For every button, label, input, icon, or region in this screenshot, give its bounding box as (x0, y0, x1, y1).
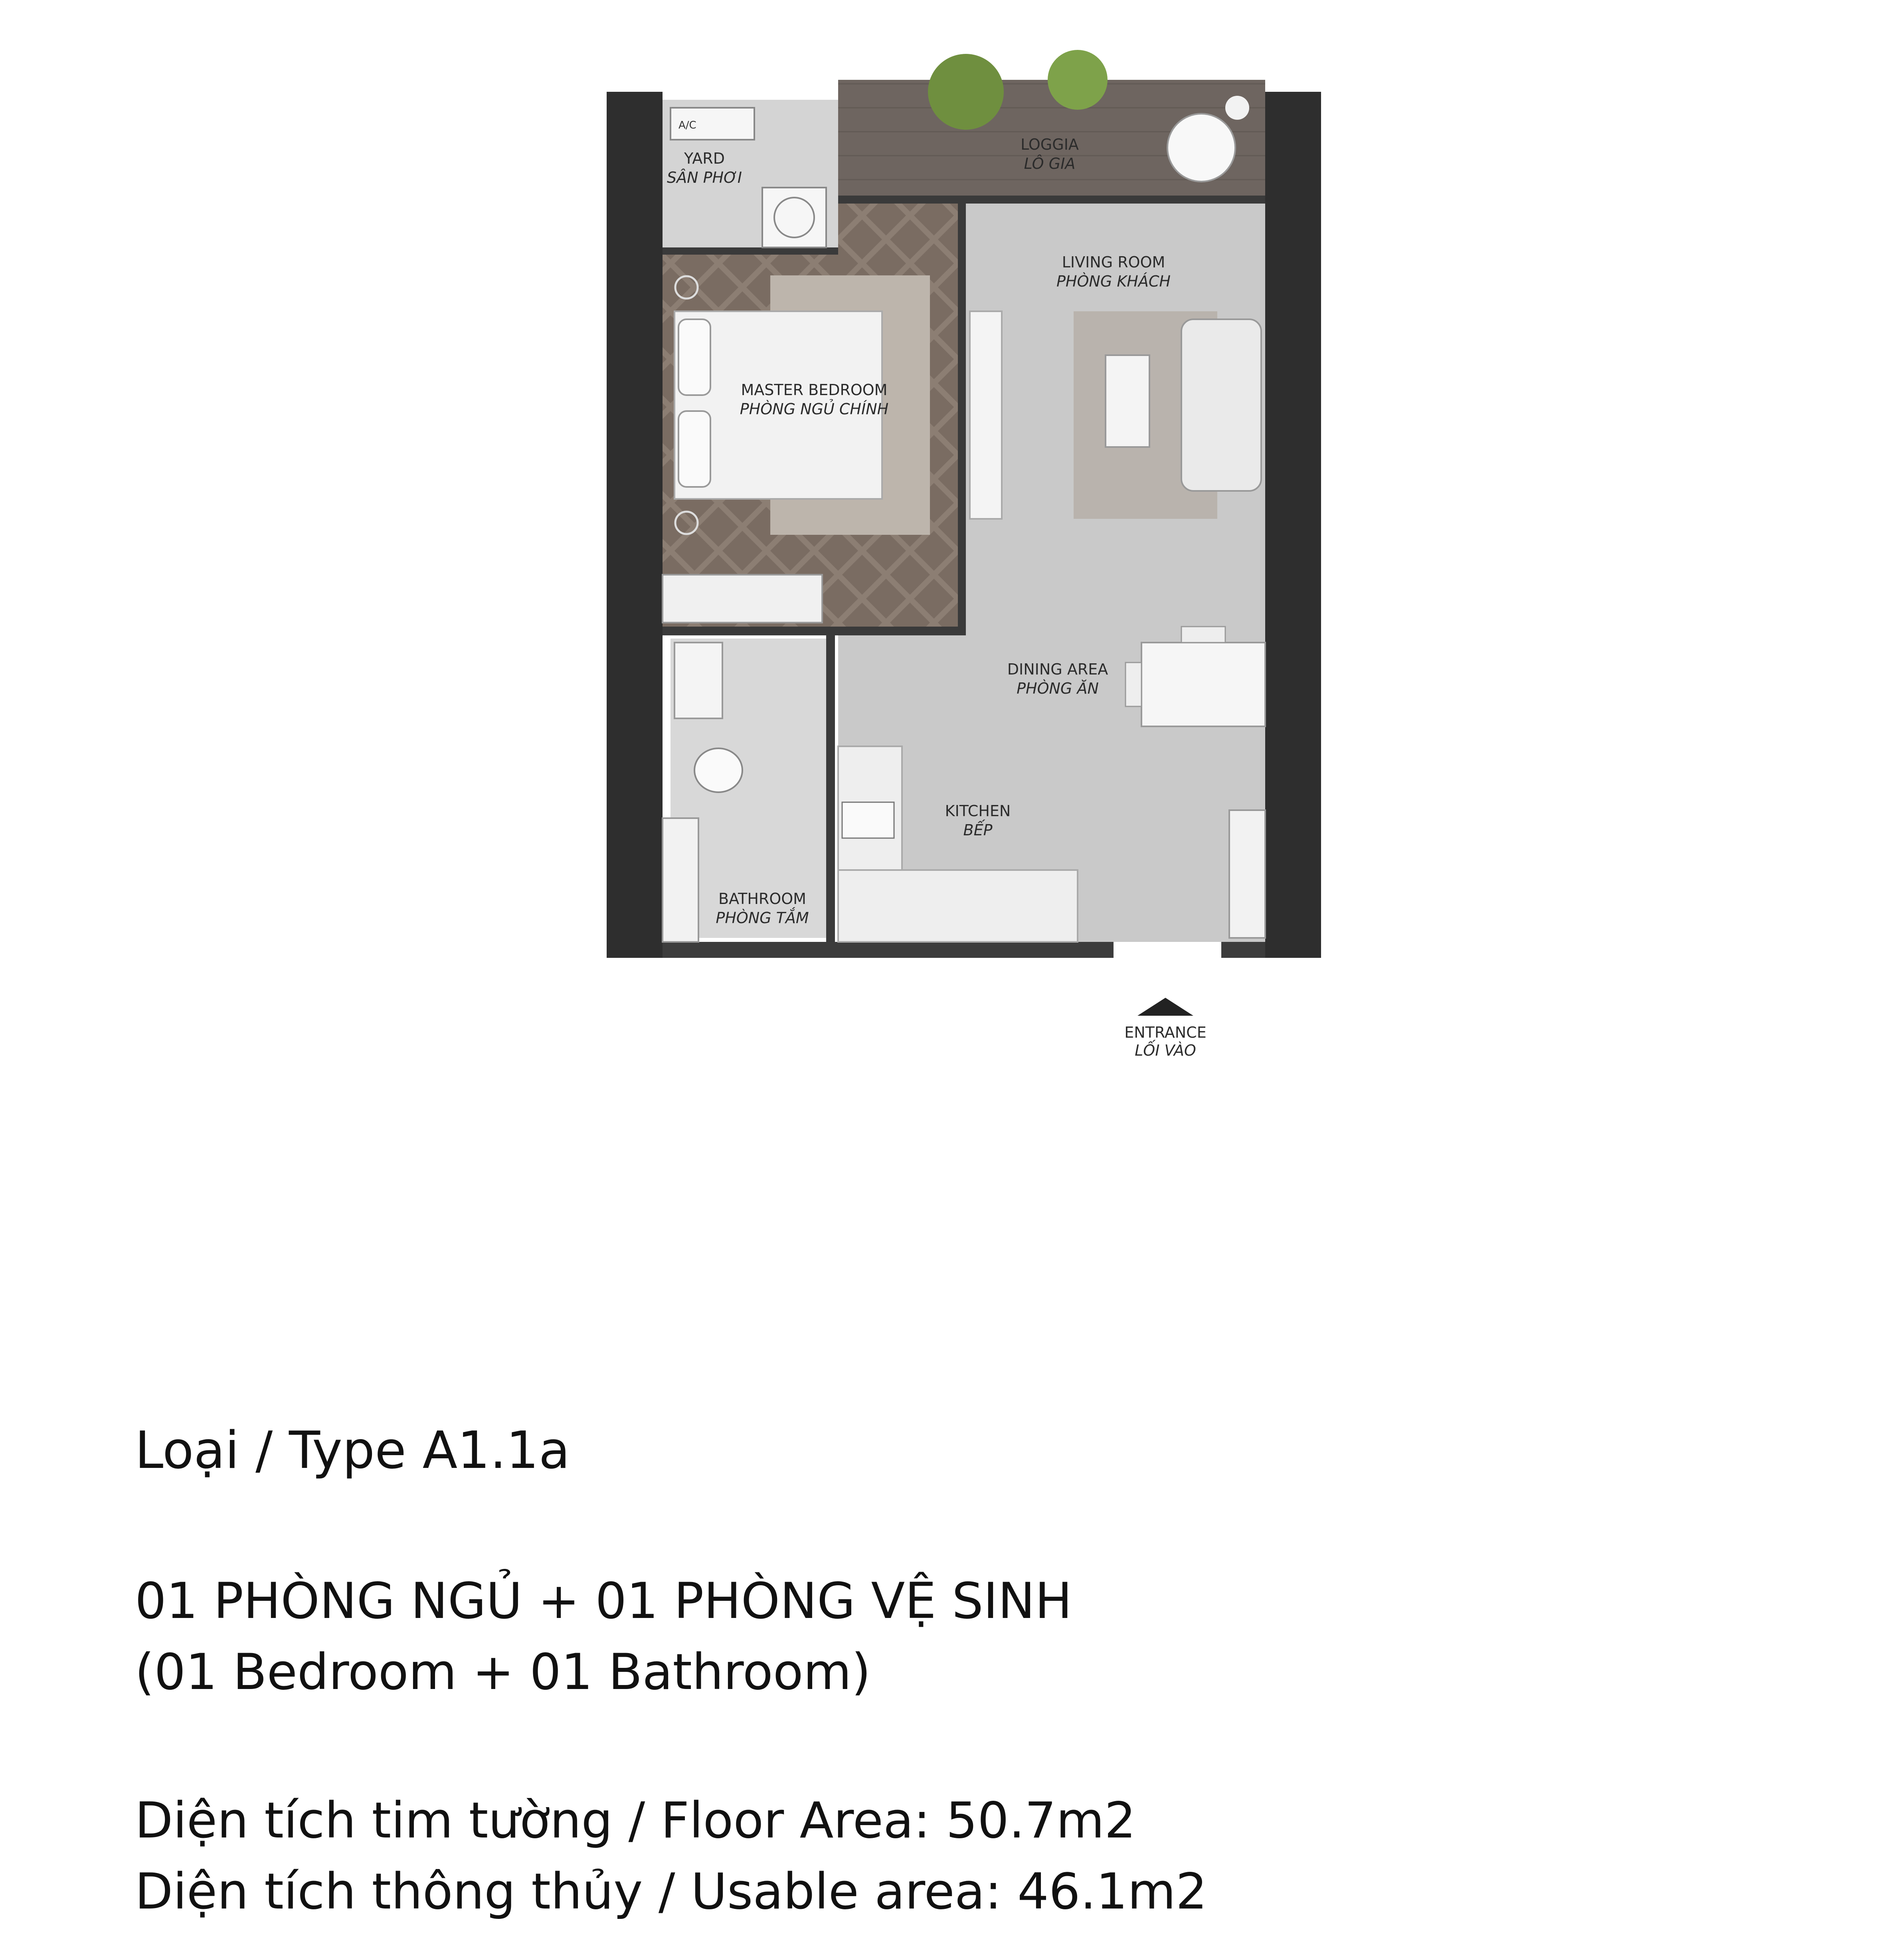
living-room-label: LIVING ROOM (1062, 253, 1165, 271)
wall-left (607, 92, 663, 958)
coffee-table (1106, 355, 1149, 447)
wall-bath-east (826, 635, 835, 942)
dining-chair (1125, 663, 1141, 706)
wall-bottom (663, 942, 1114, 958)
fridge (1229, 810, 1265, 938)
master-bedroom-label-vi: PHÒNG NGỦ CHÍNH (740, 400, 889, 418)
living-floor (962, 200, 1265, 942)
pillow-1 (678, 319, 710, 395)
master-bedroom-label: MASTER BEDROOM (741, 381, 888, 399)
bathroom-label: BATHROOM (718, 890, 806, 908)
bedroom-floor-upper (838, 204, 962, 255)
toilet (694, 748, 742, 792)
dining-area-label-vi: PHÒNG ĂN (1017, 680, 1099, 697)
stove (842, 802, 894, 838)
loggia-chair (1167, 114, 1235, 182)
vanity (675, 643, 722, 718)
wardrobe (663, 575, 822, 623)
usable-area: Diện tích thông thủy / Usable area: 46.1m2 (135, 1863, 1207, 1920)
floor-area: Diện tích tim tường / Floor Area: 50.7m2 (135, 1792, 1136, 1849)
kitchen-label: KITCHEN (945, 802, 1011, 820)
pillow-2 (678, 411, 710, 487)
plant-icon (1048, 50, 1108, 110)
wall-yard-south (663, 247, 838, 255)
yard-label-vi: SÂN PHƠI (667, 169, 742, 186)
kitchen-counter-south (838, 870, 1078, 942)
yard-label: YARD (684, 150, 725, 167)
wall-bedroom-east (958, 200, 966, 635)
living-room-label-vi: PHÒNG KHÁCH (1056, 273, 1171, 290)
loggia-side-table (1225, 96, 1249, 120)
wall-bedroom-south (663, 627, 966, 635)
rooms-summary-en: (01 Bedroom + 01 Bathroom) (135, 1644, 871, 1701)
shower (663, 818, 698, 942)
washing-machine (762, 188, 826, 247)
tv-cabinet (970, 311, 1002, 519)
plant-icon (928, 54, 1004, 130)
loggia-label: LOGGIA (1021, 136, 1079, 153)
dining-table (1141, 643, 1265, 726)
entrance-label: ENTRANCE (1124, 1024, 1207, 1041)
wall-bottom-right (1221, 942, 1265, 958)
entrance-arrow-icon (1137, 998, 1193, 1016)
kitchen-label-vi: BẾP (963, 821, 993, 839)
unit-type-title: Loại / Type A1.1a (135, 1421, 570, 1480)
dining-area-label: DINING AREA (1007, 661, 1108, 678)
bathroom-label-vi: PHÒNG TẮM (716, 909, 809, 927)
wall-loggia (838, 196, 1265, 204)
rooms-summary-vi: 01 PHÒNG NGỦ + 01 PHÒNG VỆ SINH (135, 1572, 1072, 1630)
ac-label: A/C (678, 119, 696, 131)
loggia-label-vi: LÔ GIA (1024, 155, 1076, 172)
dining-chair (1181, 627, 1225, 643)
sofa (1181, 319, 1261, 491)
entrance-label-vi: LỐI VÀO (1135, 1042, 1196, 1059)
wall-right (1265, 92, 1321, 958)
